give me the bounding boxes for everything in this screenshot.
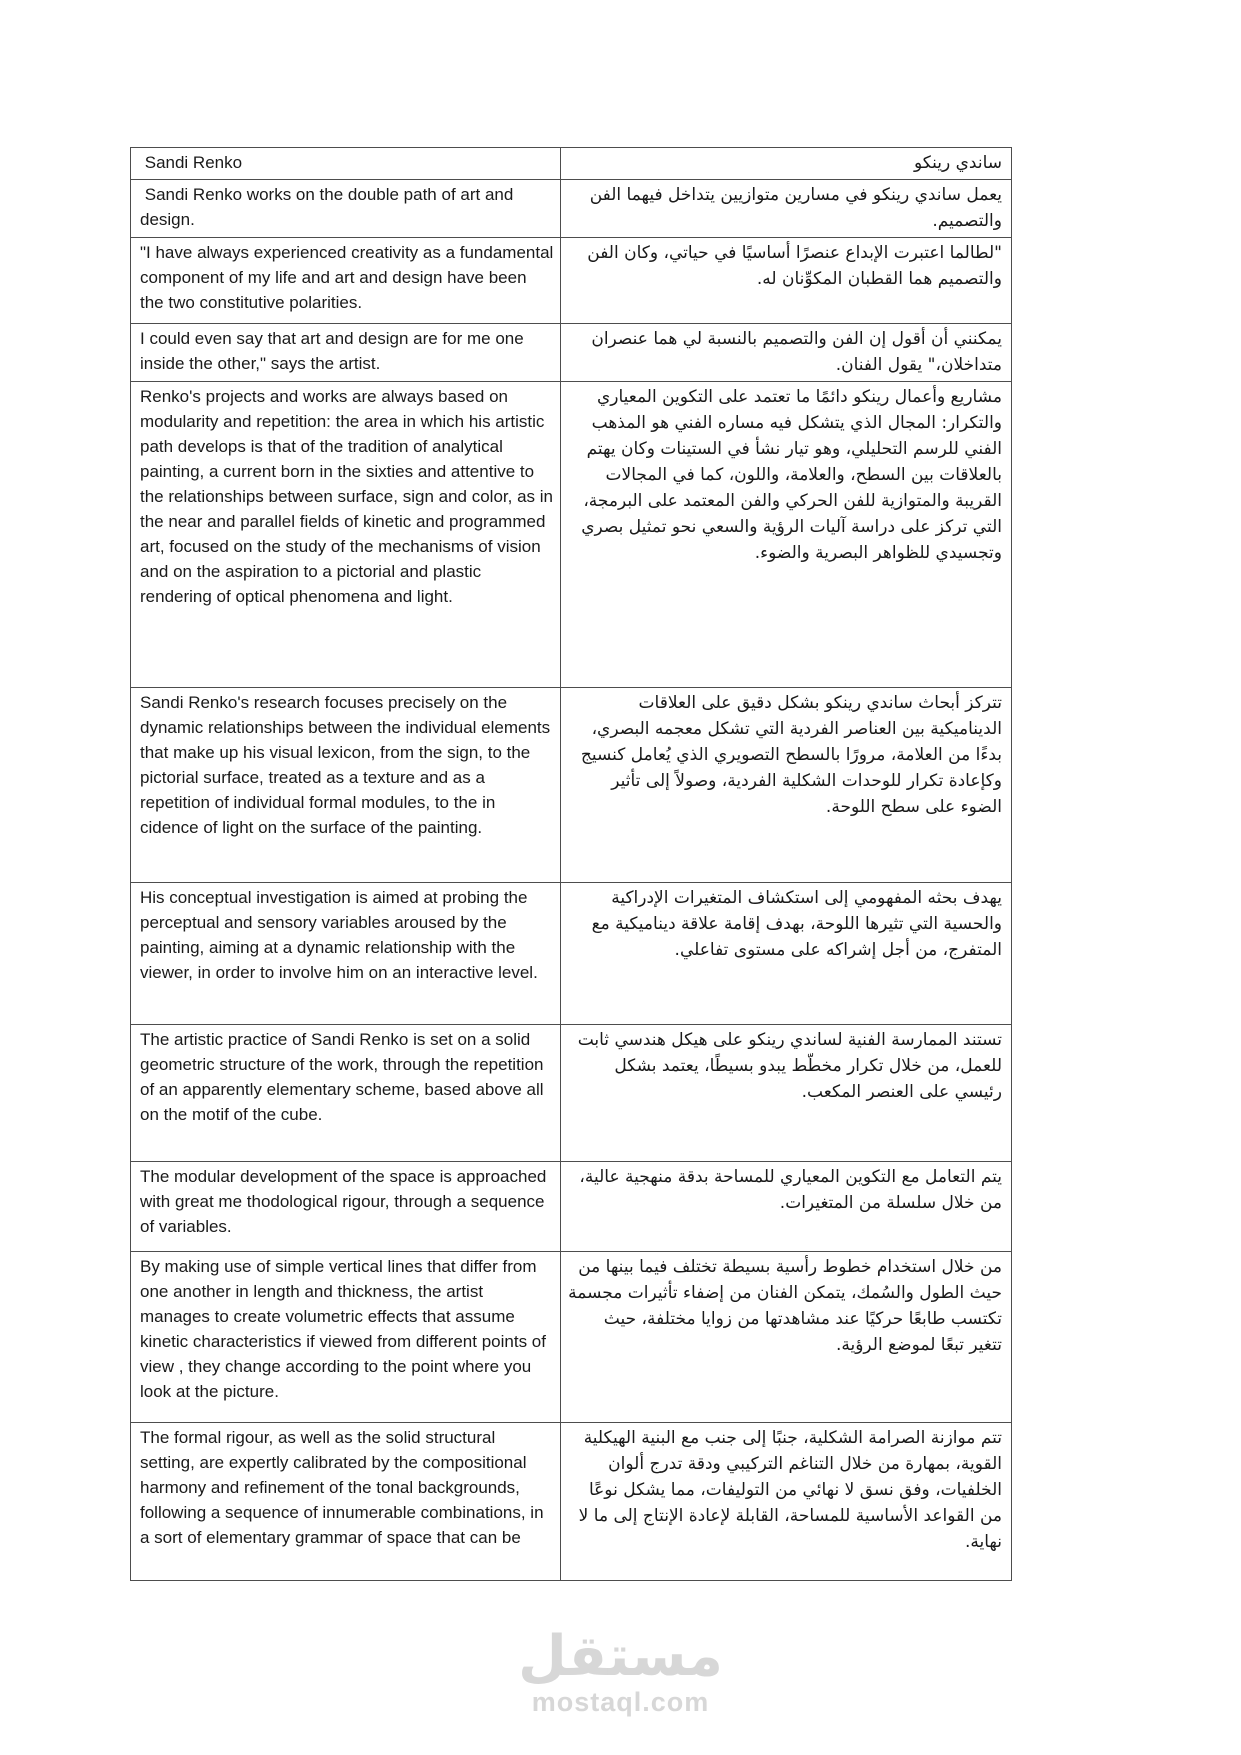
- translation-table: [130, 147, 1012, 1581]
- arabic-cell: يعمل ساندي رينكو في مسارين متوازيين يتداخل فيهما الفن والتصميم.: [561, 180, 1012, 238]
- watermark-domain-text: mostaql.com: [531, 1687, 710, 1717]
- table-row: [131, 1025, 1012, 1162]
- table-row: [131, 1252, 1012, 1423]
- english-cell: Sandi Renko's research focuses precisely on the dynamic relationships between the individual elements that make up his visual lexicon, from the sign, to the pictorial surface, treated as a texture and as a repetition of individual formal modules, to the in cidence of light on the surface of the painting.: [131, 688, 561, 883]
- english-cell: By making use of simple vertical lines that differ from one another in length and thickness, the artist manages to create volumetric effects that assume kinetic characteristics if viewed from different points of view , they change according to the point where you look at the picture.: [131, 1252, 561, 1423]
- table-row: [131, 883, 1012, 1025]
- english-cell: "I have always experienced creativity as a fundamental component of my life and art and design have been the two constitutive polarities.: [131, 238, 561, 324]
- table-row: [131, 1423, 1012, 1581]
- arabic-cell: يمكنني أن أقول إن الفن والتصميم بالنسبة لي هما عنصران متداخلان،" يقول الفنان.: [561, 324, 1012, 382]
- table-row: [131, 688, 1012, 883]
- english-cell: His conceptual investigation is aimed at probing the perceptual and sensory variables aroused by the painting, aiming at a dynamic relationship with the viewer, in order to involve him on an interactive level.: [131, 883, 561, 1025]
- table-row: [131, 1162, 1012, 1252]
- english-cell: The formal rigour, as well as the solid structural setting, are expertly calibrated by the compositional harmony and refinement of the tonal backgrounds, following a sequence of innumerable combinations, in a sort of elementary grammar of space that can be: [131, 1423, 561, 1581]
- table-row: [131, 382, 1012, 688]
- arabic-cell: مشاريع وأعمال رينكو دائمًا ما تعتمد على التكوين المعياري والتكرار: المجال الذي يتشكل فيه مساره الفني هو المذهب الفني للرسم التحليلي، وهو تيار نشأ في الستينات وكان يهتم بالعلاقات بين السطح، والعلامة، واللون، كما في المجالات القريبة والمتوازية للفن الحركي والفن المعتمد على البرمجة، التي تركز على دراسة آليات الرؤية والسعي نحو تمثيل بصري وتجسيدي للظواهر البصرية والضوء.: [561, 382, 1012, 688]
- table-row: [131, 238, 1012, 324]
- english-cell: Renko's projects and works are always based on modularity and repetition: the area in which his artistic path develops is that of the tradition of analytical painting, a current born in the sixties and attentive to the relationships between surface, sign and color, as in the near and parallel fields of kinetic and programmed art, focused on the study of the mechanisms of vision and on the aspiration to a pictorial and plastic rendering of optical phenomena and light.: [131, 382, 561, 688]
- watermark: [518, 1624, 723, 1717]
- english-cell: Sandi Renko: [131, 148, 561, 180]
- arabic-cell: من خلال استخدام خطوط رأسية بسيطة تختلف فيما بينها من حيث الطول والسُمك، يتمكن الفنان من إضفاء تأثيرات مجسمة تكتسب طابعًا حركيًا عند مشاهدتها من زوايا مختلفة، حيث تتغير تبعًا لموضع الرؤية.: [561, 1252, 1012, 1423]
- english-cell: The artistic practice of Sandi Renko is set on a solid geometric structure of the work, through the repetition of an apparently elementary scheme, based above all on the motif of the cube.: [131, 1025, 561, 1162]
- arabic-cell: ساندي رينكو: [561, 148, 1012, 180]
- arabic-cell: يتم التعامل مع التكوين المعياري للمساحة بدقة منهجية عالية، من خلال سلسلة من المتغيرات.: [561, 1162, 1012, 1252]
- arabic-cell: تتركز أبحاث ساندي رينكو بشكل دقيق على العلاقات الديناميكية بين العناصر الفردية التي تشكل معجمه البصري، بدءًا من العلامة، مرورًا بالسطح التصويري الذي يُعامل كنسيج وكإعادة تكرار للوحدات الشكلية الفردية، وصولاً إلى تأثير الضوء على سطح اللوحة.: [561, 688, 1012, 883]
- arabic-cell: تتم موازنة الصرامة الشكلية، جنبًا إلى جنب مع البنية الهيكلية القوية، بمهارة من خلال التناغم التركيبي ودقة تدرج ألوان الخلفيات، وفق نسق لا نهائي من التوليفات، مما يشكل نوعًا من القواعد الأساسية للمساحة، القابلة لإعادة الإنتاج إلى ما لا نهاية.: [561, 1423, 1012, 1581]
- table-row: [131, 324, 1012, 382]
- table-row: [131, 180, 1012, 238]
- mostaql-logo: مستقل: [518, 1624, 723, 1689]
- table-body: [131, 148, 1012, 1581]
- table-row: [131, 148, 1012, 180]
- english-cell: I could even say that art and design are for me one inside the other," says the artist.: [131, 324, 561, 382]
- arabic-cell: "لطالما اعتبرت الإبداع عنصرًا أساسيًا في حياتي، وكان الفن والتصميم هما القطبان المكوِّنان له.: [561, 238, 1012, 324]
- arabic-cell: يهدف بحثه المفهومي إلى استكشاف المتغيرات الإدراكية والحسية التي تثيرها اللوحة، بهدف إقامة علاقة ديناميكية مع المتفرج، من أجل إشراكه على مستوى تفاعلي.: [561, 883, 1012, 1025]
- english-cell: Sandi Renko works on the double path of art and design.: [131, 180, 561, 238]
- arabic-cell: تستند الممارسة الفنية لساندي رينكو على هيكل هندسي ثابت للعمل، من خلال تكرار مخطّط يبدو بسيطًا، يعتمد بشكل رئيسي على العنصر المكعب.: [561, 1025, 1012, 1162]
- english-cell: The modular development of the space is approached with great me thodological rigour, through a sequence of variables.: [131, 1162, 561, 1252]
